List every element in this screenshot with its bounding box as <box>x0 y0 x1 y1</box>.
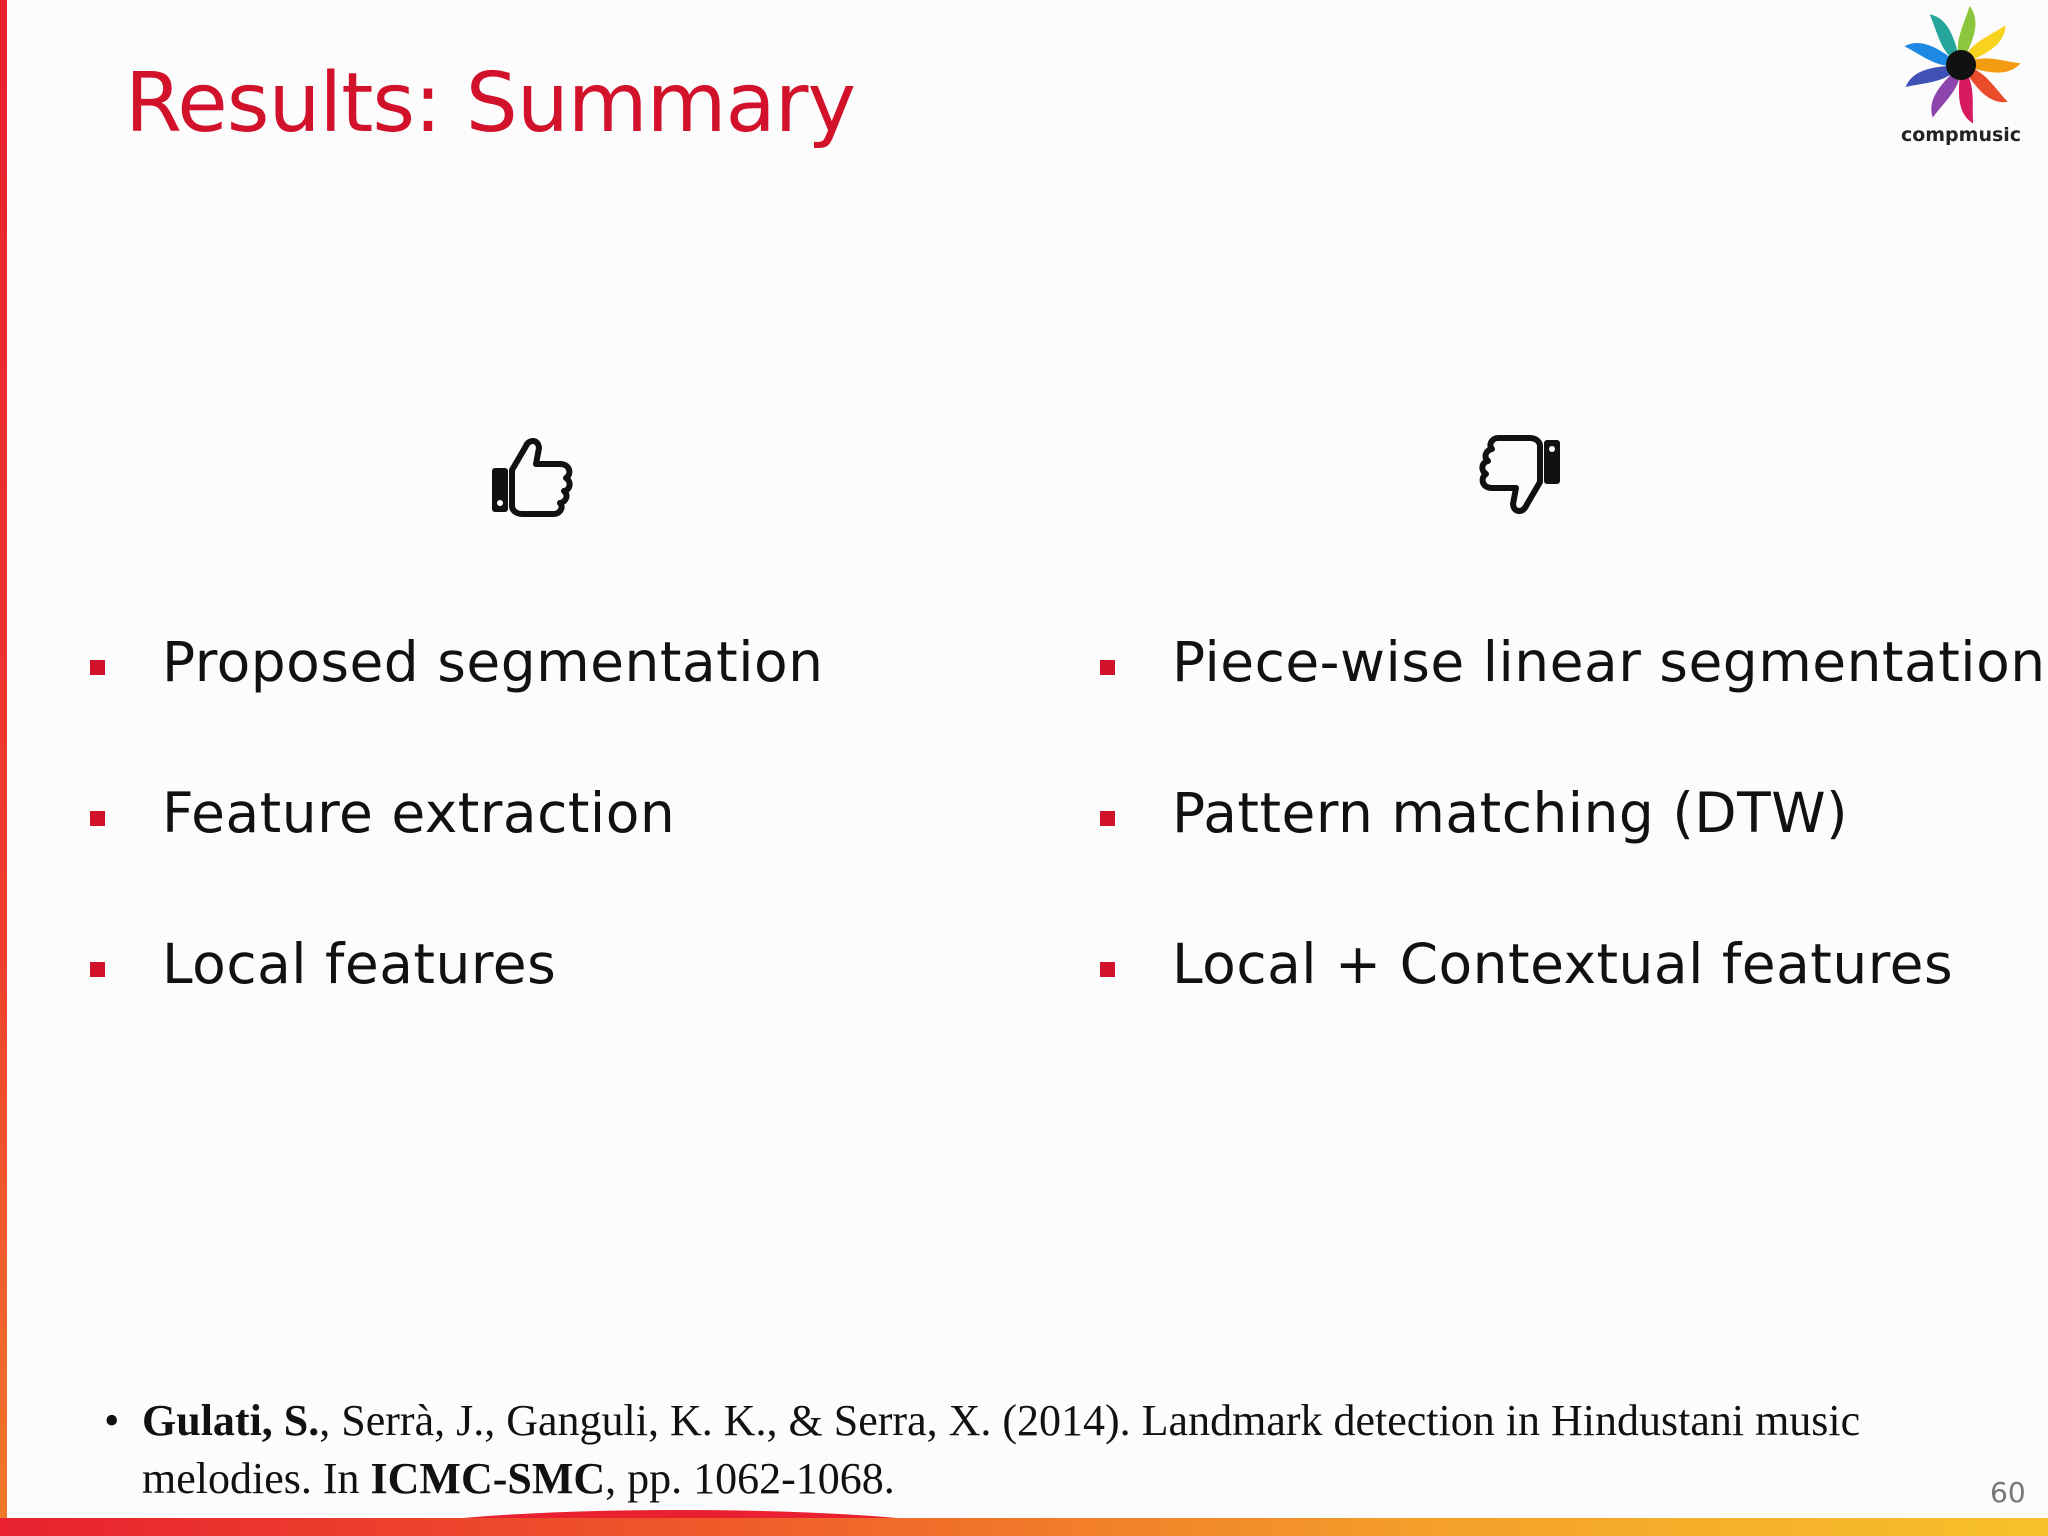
compmusic-logo <box>1896 6 2026 156</box>
citation-bullet: • <box>104 1396 120 1445</box>
left-accent-bar <box>0 0 7 1536</box>
page-number: 60 <box>1990 1476 2026 1509</box>
thumbs-up-icon <box>482 428 578 524</box>
pros-item: Feature extraction <box>162 781 676 845</box>
pros-item: Proposed segmentation <box>162 630 824 694</box>
pros-item: Local features <box>162 932 557 996</box>
compmusic-flower-icon <box>1896 6 2026 124</box>
bullet-square <box>90 811 105 826</box>
citation-text-2: , pp. 1062-1068. <box>605 1454 895 1503</box>
bullet-square <box>90 660 105 675</box>
logo-text: compmusic <box>1900 124 2022 146</box>
citation-body <box>142 1392 1962 1508</box>
slide-title: Results: Summary <box>125 56 856 151</box>
citation-author: Gulati, S. <box>142 1396 320 1445</box>
bullet-square <box>1100 962 1115 977</box>
thumbs-down-icon <box>1474 428 1570 524</box>
bullet-square <box>1100 811 1115 826</box>
citation-text-1: , Serrà, J., Ganguli, K. K., & Serra, X. (2014). Landmark detection in Hindustani music melodies. In <box>142 1396 1861 1503</box>
citation-venue: ICMC-SMC <box>370 1454 606 1503</box>
cons-item: Pattern matching (DTW) <box>1172 781 1849 845</box>
bullet-square <box>1100 660 1115 675</box>
bottom-accent-bar <box>0 1518 2048 1536</box>
cons-item: Piece-wise linear segmentation <box>1172 630 2046 694</box>
cons-item: Local + Contextual features <box>1172 932 1954 996</box>
bullet-square <box>90 962 105 977</box>
